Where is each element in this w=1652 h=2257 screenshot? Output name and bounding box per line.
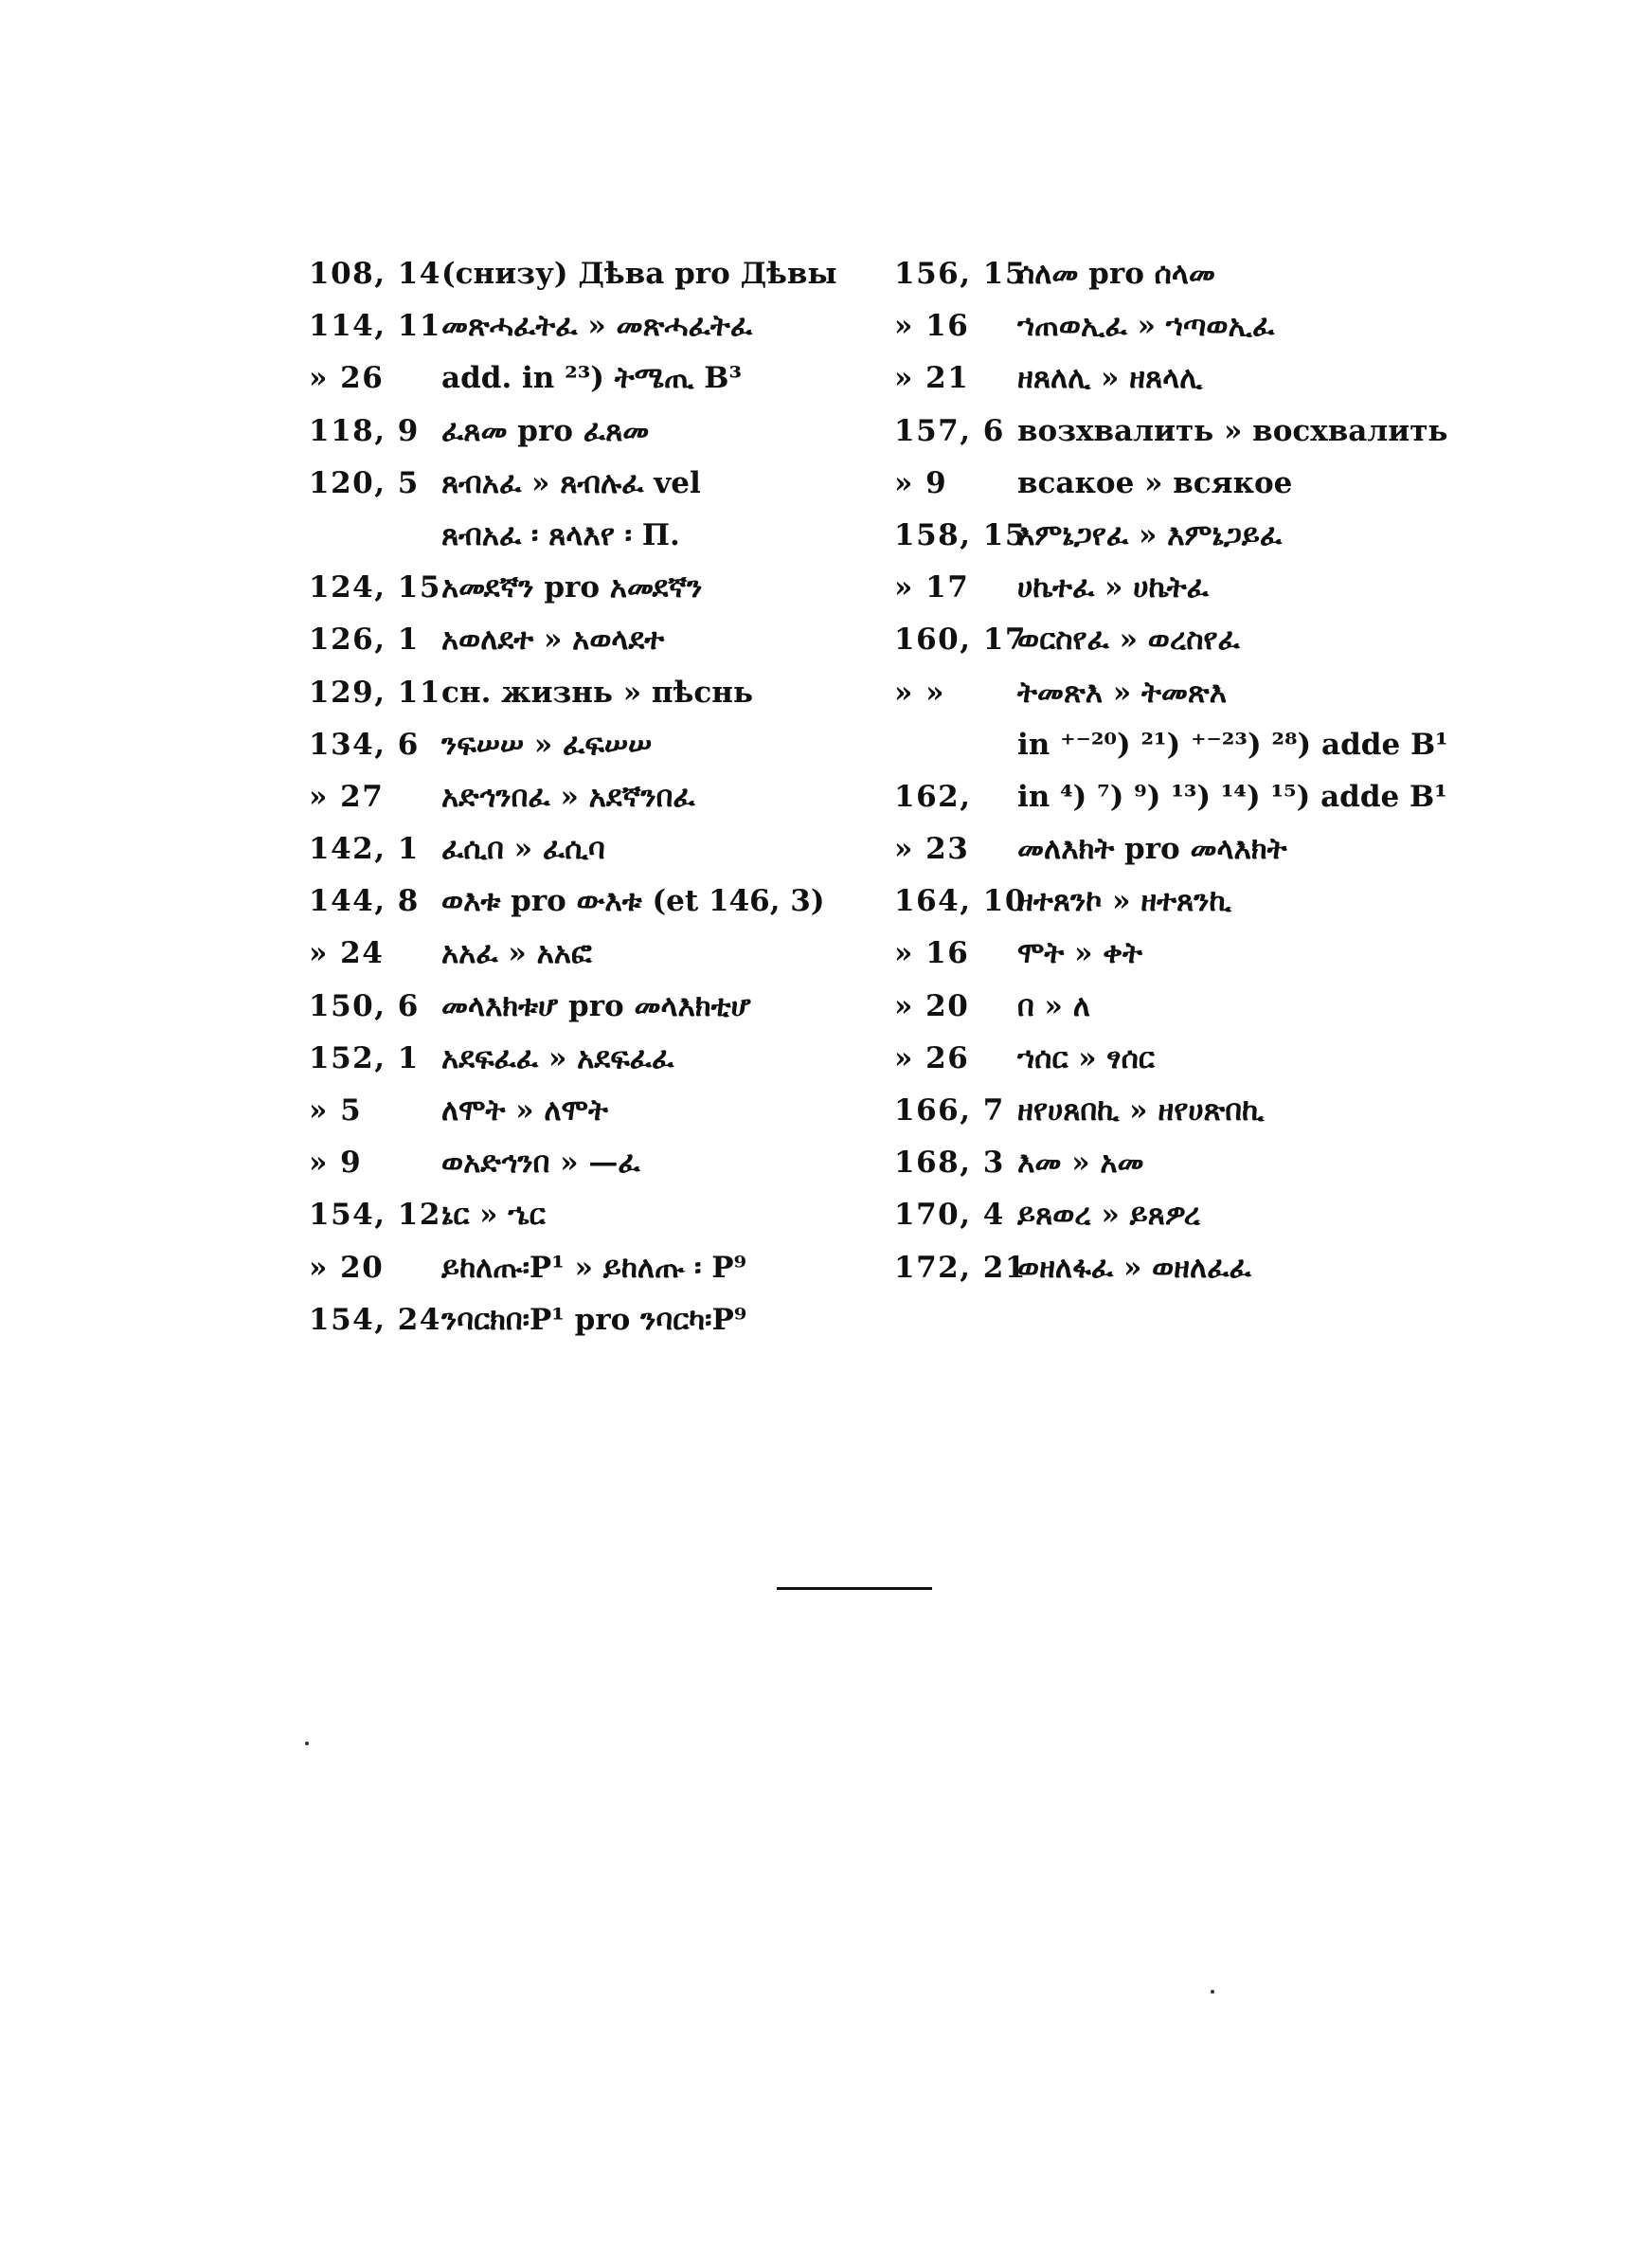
entry-location: 126, 1 [309, 623, 420, 658]
entry-location: 166, 7 [894, 1093, 1005, 1128]
errata-entry [894, 823, 1425, 876]
errata-entry [309, 1085, 877, 1137]
entry-correction: ፈሲበ » ፈሲባ [441, 832, 605, 867]
entry-correction: አአፈ » አአፎ [441, 936, 592, 971]
entry-location: 170, 4 [894, 1198, 1005, 1233]
entry-location: » 21 [894, 361, 970, 396]
errata-entry [309, 1242, 877, 1294]
errata-entry [309, 876, 877, 928]
errata-entry [894, 667, 1425, 719]
entry-location: 172, 21 [894, 1250, 1027, 1285]
errata-entry [894, 1242, 1425, 1294]
entry-location: » 20 [309, 1250, 385, 1285]
entry-correction: እምኔጋየፈ » እምኔጋይፈ [1017, 517, 1283, 552]
entry-correction: ሀኬተፈ » ሀኬትፈ [1017, 570, 1209, 605]
errata-entry [894, 458, 1425, 510]
entry-correction: ለሞት » ለሞት [441, 1093, 608, 1128]
errata-entry [894, 719, 1448, 771]
entry-location: 142, 1 [309, 832, 420, 867]
entry-correction: ወዘለፋፈ » ወዘለፈፈ [1017, 1250, 1251, 1285]
entry-correction: በ » ለ [1017, 988, 1090, 1023]
errata-entry [309, 1033, 877, 1085]
entry-correction: ይጸወረ » ይጸዎረ [1017, 1198, 1201, 1233]
errata-entry [894, 510, 1425, 562]
errata-entry [309, 300, 877, 352]
entry-correction: ኀሰር » ፃሰር [1017, 1040, 1155, 1075]
entry-correction: ሰለመ pro ሰላመ [1017, 257, 1215, 291]
errata-entry [309, 1294, 877, 1346]
errata-entry [894, 1085, 1425, 1137]
errata-entry [309, 510, 877, 562]
entry-location: » 16 [894, 309, 970, 344]
entry-correction: ወርስየፈ » ወረስየፈ [1017, 623, 1240, 658]
entry-location: 156, 15 [894, 257, 1027, 291]
errata-entry [894, 771, 1447, 823]
entry-correction: всакое » всякое [1017, 465, 1293, 500]
errata-entry [309, 614, 877, 666]
entry-location: » 17 [894, 570, 970, 605]
entry-correction: in ⁴) ⁷) ⁹) ¹³) ¹⁴) ¹⁵) adde B¹ [1017, 779, 1447, 814]
entry-correction: ኔር » ኄር [441, 1198, 546, 1233]
errata-entry [309, 719, 877, 771]
errata-entry [894, 352, 1425, 405]
errata-entry [894, 248, 1425, 300]
errata-entry [309, 667, 877, 719]
errata-entry [894, 1189, 1425, 1241]
errata-entry [309, 771, 877, 823]
entry-correction: ይከለጡ፡P¹ » ይከለጡ ፡ P⁹ [441, 1250, 747, 1285]
entry-location: » » [894, 675, 946, 710]
entry-location: 168, 3 [894, 1146, 1005, 1181]
entry-correction: ንፍሠሠ » ፈፍሠሠ [441, 727, 653, 762]
errata-entry [309, 928, 877, 980]
entry-location: 158, 15 [894, 517, 1027, 552]
entry-location: 120, 5 [309, 465, 420, 500]
errata-entry [894, 1137, 1425, 1189]
entry-location: 124, 15 [309, 570, 441, 605]
errata-entry [309, 1137, 877, 1189]
entry-correction: add. in ²³) ትሜጢ B³ [441, 361, 743, 396]
entry-correction: возхвалить » восхвалить [1017, 413, 1448, 448]
entry-location: 164, 10 [894, 884, 1027, 919]
entry-correction: ንባርክበ፡P¹ pro ንባርካ፡P⁹ [441, 1302, 747, 1337]
entry-correction: እመ » አመ [1017, 1146, 1144, 1181]
entry-location: 152, 1 [309, 1040, 420, 1075]
entry-location: 157, 6 [894, 413, 1005, 448]
errata-entry [309, 981, 877, 1033]
entry-location: 108, 14 [309, 257, 441, 291]
entry-location: 118, 9 [309, 413, 420, 448]
entry-correction: ሞት » ቀት [1017, 936, 1142, 971]
entry-location: » 24 [309, 936, 385, 971]
entry-correction: ፈጸመ pro ፈጸመ [441, 413, 650, 448]
errata-entry [309, 352, 877, 405]
errata-left-column [309, 248, 877, 1346]
entry-location: 150, 6 [309, 988, 420, 1023]
entry-correction: ወአድኅንበ » —ፈ [441, 1146, 640, 1181]
errata-entry [894, 1033, 1425, 1085]
errata-entry [309, 562, 877, 614]
entry-correction: ዘየሀጸበኪ » ዘየሀጽበኪ [1017, 1093, 1265, 1128]
entry-location: » 5 [309, 1093, 363, 1128]
errata-entry [309, 823, 877, 876]
scan-speck [1211, 1990, 1214, 1994]
entry-location: » 16 [894, 936, 970, 971]
entry-location: » 23 [894, 832, 970, 867]
entry-correction: መለእክት pro መላእክት [1017, 832, 1287, 867]
errata-entry [894, 406, 1448, 458]
entry-location: 160, 17 [894, 623, 1027, 658]
entry-location: 154, 12 [309, 1198, 441, 1233]
entry-location: » 27 [309, 779, 385, 814]
entry-location: » 26 [894, 1040, 970, 1075]
closing-rule [777, 1587, 932, 1590]
entry-location: 154, 24 [309, 1302, 441, 1337]
entry-correction: ዘጸለሊ » ዘጸላሊ [1017, 361, 1203, 396]
errata-entry [894, 562, 1425, 614]
entry-location: » 20 [894, 988, 970, 1023]
errata-entry [894, 981, 1425, 1033]
entry-correction: сн. жизнь » пѣснь [441, 675, 754, 710]
entry-correction: አመደኛን pro አመደኛን [441, 570, 703, 605]
entry-correction: in ⁺⁻²⁰) ²¹) ⁺⁻²³) ²⁸) adde B¹ [1017, 727, 1448, 762]
entry-location: 134, 6 [309, 727, 420, 762]
entry-location: » 26 [309, 361, 385, 396]
entry-correction: ጸብአፈ ፡ ጸላእየ ፡ П. [441, 517, 680, 552]
entry-correction: አደፍፈፈ » አደፍፈፈ [441, 1040, 674, 1075]
entry-correction: ኀጠወኢፈ » ኀጣወኢፈ [1017, 309, 1275, 344]
errata-entry [309, 406, 877, 458]
errata-entry [894, 876, 1425, 928]
entry-location: 114, 11 [309, 309, 441, 344]
entry-location: 162, [894, 779, 972, 814]
errata-entry [894, 300, 1425, 352]
entry-correction: መላእክቱሆ pro መላእክቲሆ [441, 988, 751, 1023]
scan-speck [305, 1742, 309, 1745]
errata-right-column [894, 248, 1448, 1294]
entry-location: 129, 11 [309, 675, 441, 710]
entry-correction: አድኅንበፈ » አደኛንበፈ [441, 779, 695, 814]
entry-correction: ጸብአፈ » ጸብሉፈ vel [441, 465, 701, 500]
errata-entry [894, 928, 1425, 980]
entry-correction: ወእቱ pro ውእቱ (et 146, 3) [441, 884, 825, 919]
errata-entry [309, 458, 877, 510]
entry-location: » 9 [309, 1146, 363, 1181]
errata-entry [309, 1189, 877, 1241]
entry-location: » 9 [894, 465, 948, 500]
entry-correction: ዘተጸንኮ » ዘተጸንኪ [1017, 884, 1231, 919]
errata-entry [309, 248, 877, 300]
entry-correction: መጽሓፈትፈ » መጽሓፈትፈ [441, 309, 753, 344]
entry-location: 144, 8 [309, 884, 420, 919]
entry-correction: አወለደተ » አወላደተ [441, 623, 665, 658]
entry-correction: ትመጽእ » ትመጽእ [1017, 675, 1228, 710]
errata-entry [894, 614, 1425, 666]
entry-correction: (снизу) Дѣва pro Дѣвы [441, 257, 837, 291]
